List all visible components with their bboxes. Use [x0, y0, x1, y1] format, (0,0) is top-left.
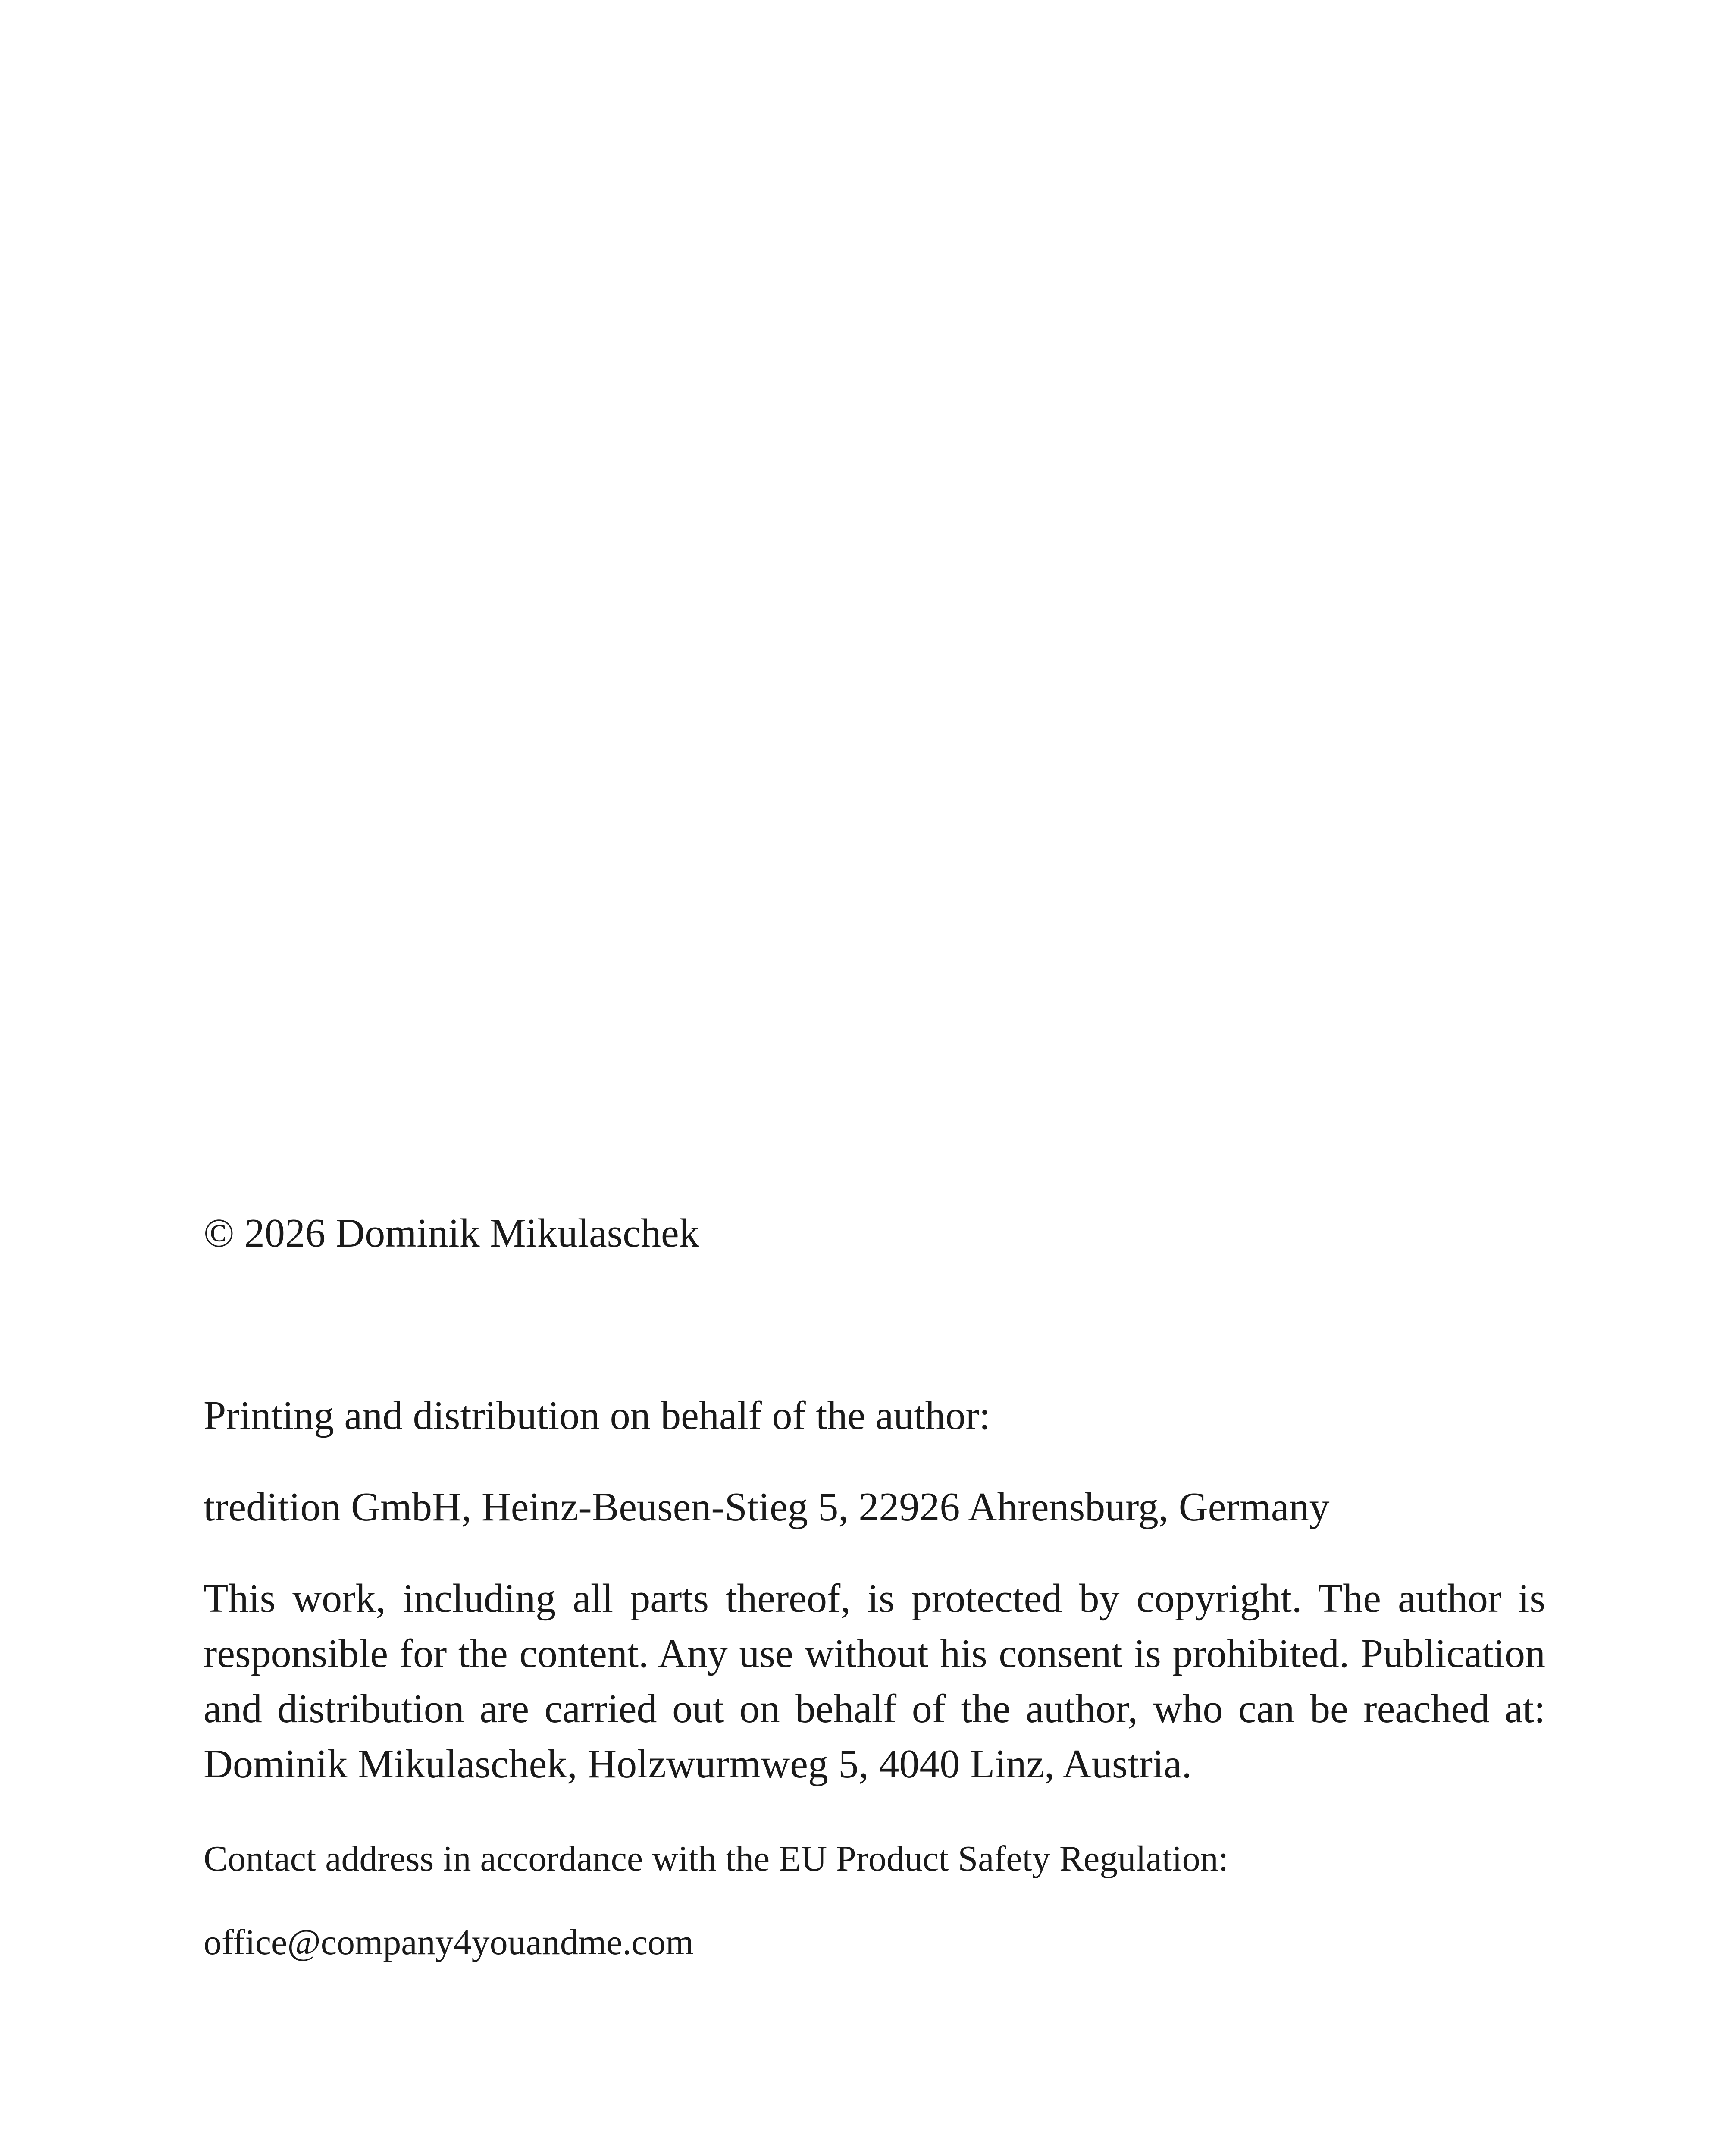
publisher-address: tredition GmbH, Heinz-Beusen-Stieg 5, 22926 Ahrensburg, Germany — [204, 1485, 1330, 1529]
printing-distribution-label: Printing and distribution on behalf of the author: — [204, 1393, 990, 1438]
copyright-notice-paragraph: This work, including all parts thereof, is protected by copyright. The author is responsible for the content. Any use without his consent is prohibited. Publication and distribution are carried out on behalf of the author, who can be reached at: Dominik Mikulaschek, Holzwurmweg 5, 4040 Linz, Austria. — [204, 1576, 1545, 1786]
copyright-line: © 2026 Dominik Mikulaschek — [204, 1211, 699, 1256]
eu-contact-label: Contact address in accordance with the EU Product Safety Regulation: — [204, 1839, 1228, 1879]
contact-email: office@company4youandme.com — [204, 1922, 694, 1962]
